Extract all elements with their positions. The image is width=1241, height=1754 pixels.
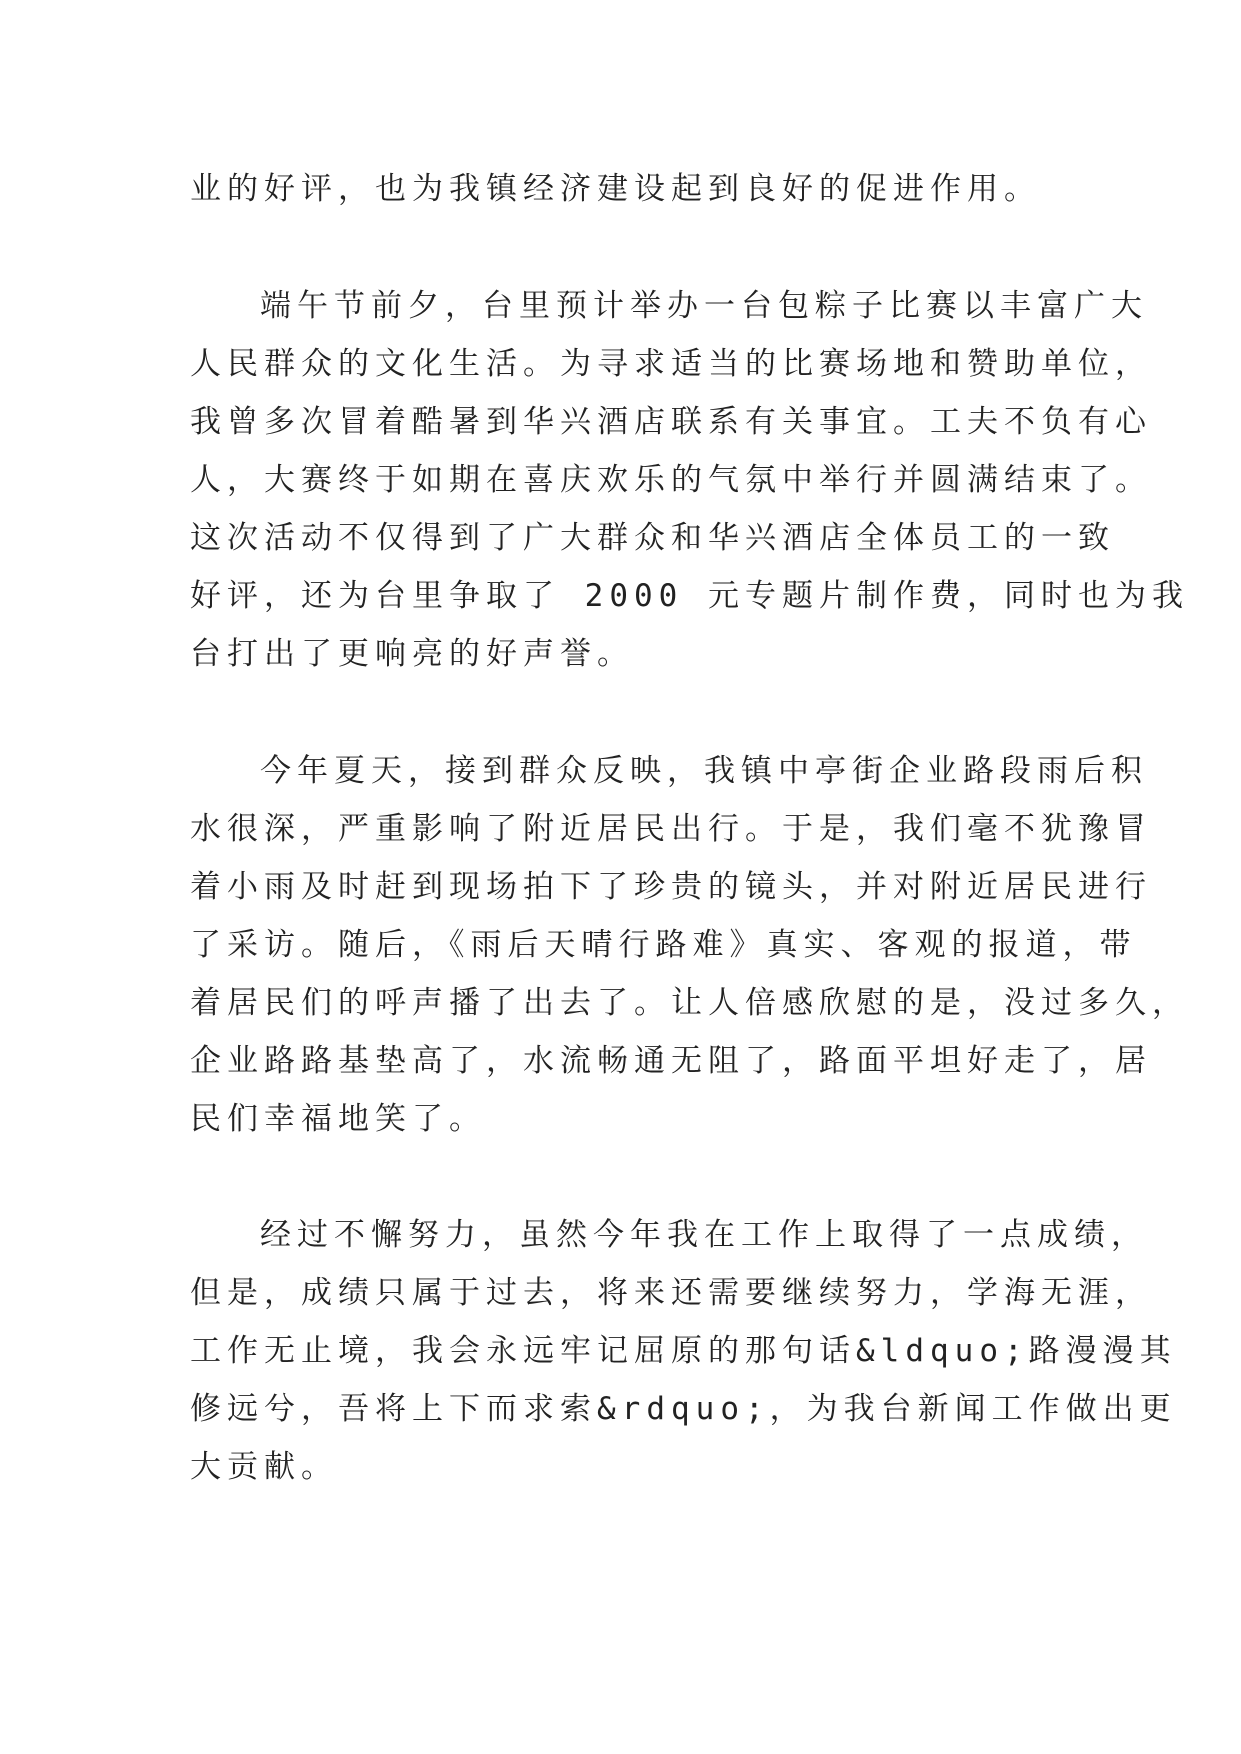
text-line: 这次活动不仅得到了广大群众和华兴酒店全体员工的一致 bbox=[190, 520, 1115, 556]
text-line: 大贡献。 bbox=[190, 1449, 338, 1485]
text-line: 端午节前夕，台里预计举办一台包粽子比赛以丰富广大 bbox=[260, 288, 1148, 324]
text-line: 工作无止境，我会永远牢记屈原的那句话&ldquo;路漫漫其 bbox=[190, 1333, 1177, 1369]
paragraph-continuation bbox=[190, 160, 1090, 218]
text-line: 今年夏天，接到群众反映，我镇中亭街企业路段雨后积 bbox=[260, 753, 1148, 789]
text-line: 经过不懈努力，虽然今年我在工作上取得了一点成绩， bbox=[260, 1217, 1148, 1253]
text-line: 修远兮，吾将上下而求索&rdquo;，为我台新闻工作做出更 bbox=[190, 1391, 1177, 1427]
text-line: 企业路路基垫高了，水流畅通无阻了，路面平坦好走了，居 bbox=[190, 1043, 1152, 1079]
text-line: 着居民们的呼声播了出去了。让人倍感欣慰的是，没过多久， bbox=[190, 985, 1189, 1021]
text-line: 好评，还为台里争取了 2000 元专题片制作费，同时也为我 bbox=[190, 578, 1189, 614]
text-line: 水很深，严重影响了附近居民出行。于是，我们毫不犹豫冒 bbox=[190, 811, 1152, 847]
paragraph-conclusion bbox=[190, 1206, 1177, 1496]
text-line: 业的好评，也为我镇经济建设起到良好的促进作用。 bbox=[190, 171, 1041, 207]
paragraph-dragon-boat-event bbox=[190, 277, 1189, 683]
text-line: 我曾多次冒着酷暑到华兴酒店联系有关事宜。工夫不负有心 bbox=[190, 404, 1152, 440]
text-line: 民们幸福地笑了。 bbox=[190, 1101, 486, 1137]
text-line: 人，大赛终于如期在喜庆欢乐的气氛中举行并圆满结束了。 bbox=[190, 462, 1152, 498]
text-line: 了采访。随后，《雨后天晴行路难》真实、客观的报道，带 bbox=[190, 927, 1137, 963]
text-line: 人民群众的文化生活。为寻求适当的比赛场地和赞助单位， bbox=[190, 346, 1152, 382]
text-line: 但是，成绩只属于过去，将来还需要继续努力，学海无涯， bbox=[190, 1275, 1152, 1311]
text-line: 台打出了更响亮的好声誉。 bbox=[190, 636, 634, 672]
text-line: 着小雨及时赶到现场拍下了珍贵的镜头，并对附近居民进行 bbox=[190, 869, 1152, 905]
paragraph-summer-report bbox=[190, 742, 1189, 1148]
